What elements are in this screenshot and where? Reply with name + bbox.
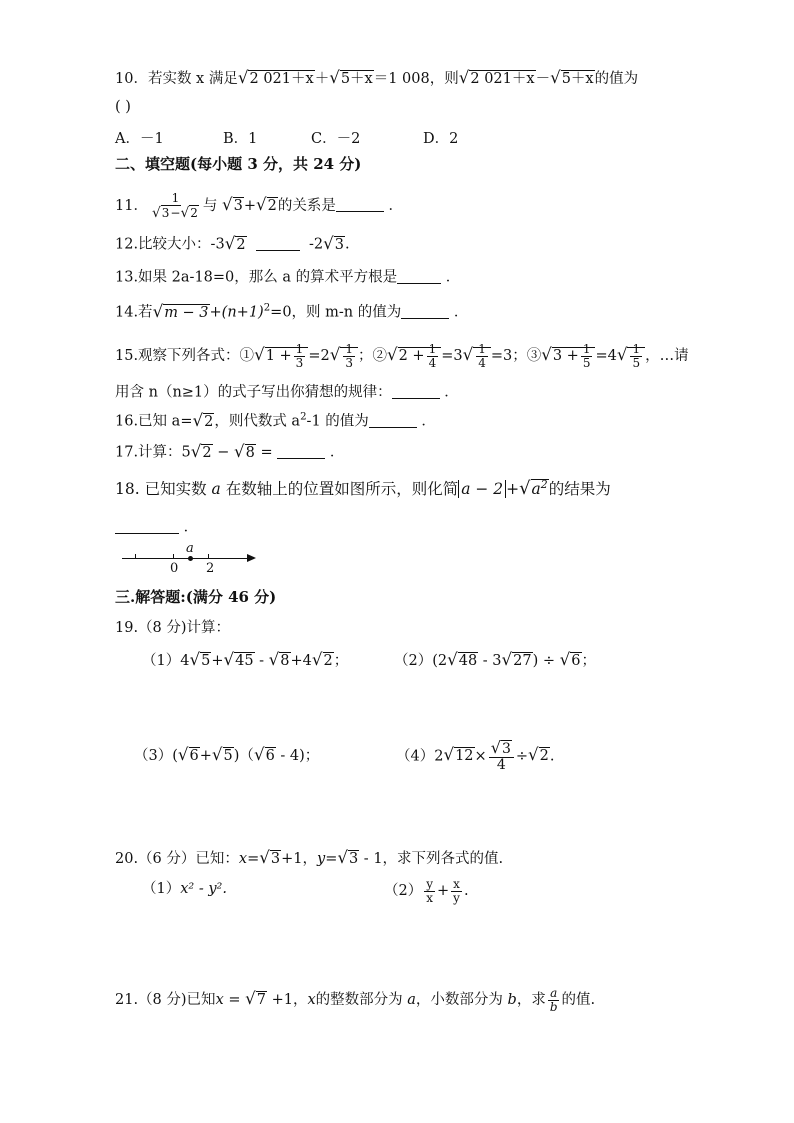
answer-blank[interactable] bbox=[277, 443, 325, 459]
answer-blank[interactable] bbox=[401, 303, 449, 319]
arrow-right-icon bbox=[247, 554, 256, 562]
section-fill-in-title: 二、填空题(每小题 3 分，共 24 分) bbox=[115, 155, 362, 173]
question-15: 15.观察下列各式：①√1 + $\frac{1}{3}$ =2√ $\frac{1}{3}$ ；②√2 + $\frac{1}{4}$ =3√ $\frac{1}{4}$ =3；③√3 + $\frac{1}{5}$ =4√ $\frac{1}{5}$ ，…请 bbox=[115, 342, 689, 370]
question-11: 11． $\frac{1}{√3-√2}$ 与 √3+√2的关系是 ． bbox=[115, 191, 403, 221]
answer-blank[interactable] bbox=[392, 383, 440, 399]
absolute-value: a − 2 bbox=[458, 480, 506, 498]
question-20-part-2: （2） $\frac{y}{x}$ + $\frac{x}{y}$ . bbox=[384, 877, 469, 905]
label-two: 2 bbox=[206, 561, 215, 576]
question-17: 17.计算：5√2 − √8 = ． bbox=[115, 441, 345, 461]
sqrt: √2 021＋x bbox=[458, 68, 535, 87]
sqrt: √5＋x bbox=[329, 68, 373, 87]
sqrt: √2 021＋x bbox=[237, 68, 314, 87]
question-10: 10．若实数 x 满足√2 021＋x＋√5＋x＝1 008，则√2 021＋x－√5＋x的值为 bbox=[115, 68, 639, 87]
question-10-options bbox=[115, 132, 458, 147]
sqrt: √5＋x bbox=[550, 68, 594, 87]
question-19-part-4: （4）2√12× $\frac{√3}{4}$ ÷√2. bbox=[396, 738, 555, 773]
question-19-part-1: （1）4√5+√45 - √8+4√2； bbox=[142, 650, 349, 669]
axis-tick-two bbox=[208, 554, 209, 559]
question-15-line-2: 用含 n（n≥1）的式子写出你猜想的规律： ． bbox=[115, 384, 459, 401]
answer-blank[interactable] bbox=[397, 268, 441, 284]
question-20: 20.（6 分）已知：x=√3+1，y=√3 - 1，求下列各式的值. bbox=[115, 848, 504, 867]
point-a-label: a bbox=[186, 541, 194, 556]
option-d[interactable]: D．2 bbox=[423, 131, 459, 147]
answer-blank[interactable] bbox=[336, 197, 384, 213]
question-10-answer-paren: ( ) bbox=[115, 99, 131, 115]
label-zero: 0 bbox=[170, 561, 179, 576]
point-a bbox=[188, 556, 193, 561]
answer-blank[interactable] bbox=[369, 412, 417, 428]
question-21: 21.（8 分)已知x = √7 +1，x的整数部分为 a，小数部分为 b，求 $\frac{a}{b}$ 的值. bbox=[115, 986, 596, 1014]
question-13: 13.如果 2a-18=0，那么 a 的算术平方根是 ． bbox=[115, 269, 461, 286]
axis-tick-zero bbox=[173, 554, 174, 559]
fraction: $\frac{1}{√3-√2}$ bbox=[151, 191, 198, 221]
option-b[interactable]: B．1 bbox=[223, 131, 258, 147]
answer-blank[interactable] bbox=[115, 518, 179, 534]
axis-tick bbox=[135, 554, 136, 559]
section-solutions-title: 三.解答题:(满分 46 分) bbox=[115, 588, 277, 606]
question-14: 14.若$√m - 3+(n+1)^2=0$，则 m-n 的值为 ． bbox=[115, 301, 469, 321]
question-12: 12.比较大小：-3√2 -2√3. bbox=[115, 233, 350, 253]
question-19: 19.（8 分)计算： bbox=[115, 620, 231, 636]
option-c[interactable]: C．－2 bbox=[311, 131, 361, 147]
axis-line bbox=[122, 558, 248, 559]
question-20-part-1: （1）x² - y². bbox=[142, 881, 227, 897]
answer-blank[interactable] bbox=[256, 235, 300, 251]
number-line bbox=[118, 541, 258, 576]
question-19-part-3: （3）(√6+√5)（√6 - 4)； bbox=[134, 745, 320, 764]
question-18: 18. 已知实数 a 在数轴上的位置如图所示，则化简 $a - 2 +√a^2$的结果为 bbox=[115, 478, 611, 500]
question-19-part-2: （2）(2√48 - 3√27) ÷ √6； bbox=[394, 650, 596, 669]
question-18-answer: ． bbox=[115, 518, 198, 535]
option-a[interactable]: A．－1 bbox=[115, 131, 164, 147]
question-16: 16.已知 a=√2，则代数式 $a^2-1$ 的值为 ． bbox=[115, 410, 436, 430]
